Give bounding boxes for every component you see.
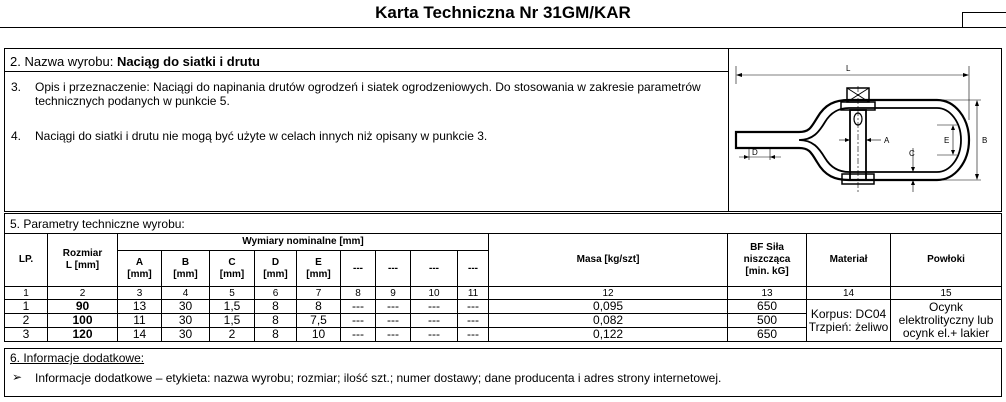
cell-breaking-force: 500 bbox=[728, 314, 807, 328]
divider bbox=[4, 348, 5, 396]
column-number: 10 bbox=[411, 287, 458, 300]
section-4-text: Naciągi do siatki i drutu nie mogą być użyte w celach innych niż opisany w punkcie 3. bbox=[35, 129, 488, 143]
cell-a: 14 bbox=[118, 328, 162, 342]
column-number: 11 bbox=[458, 287, 489, 300]
header-dim-b bbox=[162, 251, 210, 287]
cell-size: 90 bbox=[48, 300, 118, 314]
column-number: 14 bbox=[807, 287, 891, 300]
dimension-label-l: L bbox=[846, 64, 851, 73]
header-dim-e bbox=[297, 251, 341, 287]
product-name-value: Naciąg do siatki i drutu bbox=[116, 54, 260, 69]
cell-lp: 3 bbox=[5, 328, 48, 342]
header-dim-empty: --- bbox=[376, 251, 411, 287]
header-material: Materiał bbox=[807, 234, 891, 287]
cell-a: 13 bbox=[118, 300, 162, 314]
section-6-text: Informacje dodatkowe – etykieta: nazwa wyrobu; rozmiar; ilość szt.; numer dostawy; dane producenta i adres strony internetowej. bbox=[35, 371, 722, 385]
cell-breaking-force: 650 bbox=[728, 300, 807, 314]
header-breaking-force bbox=[728, 234, 807, 287]
divider bbox=[4, 348, 1002, 349]
header-dim-empty: --- bbox=[341, 251, 376, 287]
cell-empty: --- bbox=[458, 300, 489, 314]
cell-lp: 1 bbox=[5, 300, 48, 314]
dimension-label-c: C bbox=[909, 149, 915, 158]
cell-b: 30 bbox=[162, 314, 210, 328]
column-number: 8 bbox=[341, 287, 376, 300]
divider bbox=[4, 213, 5, 234]
cell-d: 8 bbox=[255, 328, 297, 342]
table-row bbox=[5, 300, 1002, 314]
parameters-table bbox=[4, 233, 1002, 342]
divider bbox=[4, 48, 5, 211]
cell-empty: --- bbox=[376, 300, 411, 314]
dimension-label-d: D bbox=[752, 148, 758, 157]
cell-empty: --- bbox=[411, 300, 458, 314]
dim-unit: [mm] bbox=[263, 268, 288, 280]
header-size-unit: L [mm] bbox=[65, 260, 100, 271]
dimension-label-b: B bbox=[982, 136, 988, 145]
section-3-number: 3. bbox=[11, 80, 22, 94]
cell-e: 7,5 bbox=[297, 314, 341, 328]
header-dim-d bbox=[255, 251, 297, 287]
technical-drawing bbox=[729, 50, 1001, 210]
dim-name: B bbox=[181, 256, 190, 268]
divider bbox=[4, 71, 729, 72]
cell-a: 11 bbox=[118, 314, 162, 328]
column-number: 9 bbox=[376, 287, 411, 300]
divider bbox=[1001, 348, 1002, 396]
column-number: 13 bbox=[728, 287, 807, 300]
divider bbox=[4, 396, 1002, 397]
divider bbox=[1001, 48, 1002, 211]
product-name-label: 2. Nazwa wyrobu: bbox=[10, 54, 117, 69]
header-dim-empty: --- bbox=[458, 251, 489, 287]
section-6-title: 6. Informacje dodatkowe: bbox=[10, 351, 145, 365]
coating-line-1: Ocynk bbox=[929, 300, 964, 314]
cell-empty: --- bbox=[411, 314, 458, 328]
column-number: 2 bbox=[48, 287, 118, 300]
cell-empty: --- bbox=[458, 314, 489, 328]
column-number: 4 bbox=[162, 287, 210, 300]
header-dim-a bbox=[118, 251, 162, 287]
cell-d: 8 bbox=[255, 300, 297, 314]
cell-empty: --- bbox=[411, 328, 458, 342]
cell-empty: --- bbox=[376, 314, 411, 328]
dimension-label-e: E bbox=[944, 136, 950, 145]
column-number: 1 bbox=[5, 287, 48, 300]
coating-line-2: elektrolityczny lub bbox=[898, 313, 994, 327]
cell-b: 30 bbox=[162, 328, 210, 342]
divider bbox=[962, 12, 1006, 13]
cell-e: 10 bbox=[297, 328, 341, 342]
cell-coatings bbox=[891, 300, 1002, 342]
header-size-label: Rozmiar bbox=[62, 248, 103, 259]
cell-empty: --- bbox=[341, 328, 376, 342]
header-dimensions: Wymiary nominalne [mm] bbox=[118, 234, 489, 251]
cell-empty: --- bbox=[341, 314, 376, 328]
bullet-arrow-icon: ➢ bbox=[12, 370, 23, 384]
cell-empty: --- bbox=[341, 300, 376, 314]
cell-breaking-force: 650 bbox=[728, 328, 807, 342]
divider bbox=[4, 211, 1002, 212]
coating-line-3: ocynk el.+ lakier bbox=[902, 326, 990, 340]
section-3-line-2: technicznych podanych w punkcie 5. bbox=[35, 94, 230, 108]
dim-name: E bbox=[315, 256, 322, 268]
dim-unit: [mm] bbox=[127, 268, 152, 280]
column-number: 12 bbox=[489, 287, 728, 300]
cell-e: 8 bbox=[297, 300, 341, 314]
divider bbox=[4, 48, 1002, 49]
cell-empty: --- bbox=[376, 328, 411, 342]
dim-unit: [mm] bbox=[173, 268, 198, 280]
dim-name: D bbox=[271, 256, 280, 268]
column-number: 5 bbox=[210, 287, 255, 300]
divider bbox=[962, 12, 963, 27]
page-title: Karta Techniczna Nr 31GM/KAR bbox=[375, 3, 631, 22]
section-4-number: 4. bbox=[11, 129, 22, 143]
section-3-description bbox=[35, 80, 725, 108]
material-body: Korpus: DC04 bbox=[810, 306, 887, 321]
column-number: 6 bbox=[255, 287, 297, 300]
dim-name: C bbox=[228, 256, 236, 268]
column-number-row bbox=[5, 287, 1002, 300]
material-pin: Trzpień: żeliwo bbox=[808, 319, 889, 334]
dim-unit: [mm] bbox=[306, 268, 331, 280]
dim-unit: [mm] bbox=[219, 268, 245, 280]
header-mass: Masa [kg/szt] bbox=[489, 234, 728, 287]
cell-size: 120 bbox=[48, 328, 118, 342]
cell-c: 1,5 bbox=[210, 314, 255, 328]
divider bbox=[0, 27, 1006, 28]
product-name-row bbox=[10, 54, 260, 69]
divider bbox=[4, 213, 1002, 214]
cell-lp: 2 bbox=[5, 314, 48, 328]
dim-name: A bbox=[135, 256, 144, 268]
cell-mass: 0,122 bbox=[489, 328, 728, 342]
column-number: 7 bbox=[297, 287, 341, 300]
table-header-row bbox=[5, 234, 1002, 251]
column-number: 3 bbox=[118, 287, 162, 300]
cell-material bbox=[807, 300, 891, 342]
cell-mass: 0,095 bbox=[489, 300, 728, 314]
cell-d: 8 bbox=[255, 314, 297, 328]
header-lp: LP. bbox=[5, 234, 48, 287]
section-5-title: 5. Parametry techniczne wyrobu: bbox=[10, 217, 185, 231]
column-number: 15 bbox=[891, 287, 1002, 300]
cell-c: 1,5 bbox=[210, 300, 255, 314]
section-3-line-1: Opis i przeznaczenie: Naciągi do napinania drutów ogrodzeń i siatek ogrodzeniowych. Do stosowania w zakresie parametrów bbox=[35, 80, 701, 94]
header-coatings: Powłoki bbox=[891, 234, 1002, 287]
cell-mass: 0,082 bbox=[489, 314, 728, 328]
header-bf-line-2: niszcząca bbox=[743, 254, 791, 265]
header-bf-line-3: [min. kG] bbox=[745, 266, 789, 277]
header-dim-empty: --- bbox=[411, 251, 458, 287]
header-size bbox=[48, 234, 118, 287]
header-bf-line-1: BF Siła bbox=[750, 242, 784, 253]
header-dim-c bbox=[210, 251, 255, 287]
cell-empty: --- bbox=[458, 328, 489, 342]
divider bbox=[1001, 213, 1002, 234]
cell-b: 30 bbox=[162, 300, 210, 314]
cell-size: 100 bbox=[48, 314, 118, 328]
dimension-label-a: A bbox=[884, 136, 890, 145]
cell-c: 2 bbox=[210, 328, 255, 342]
